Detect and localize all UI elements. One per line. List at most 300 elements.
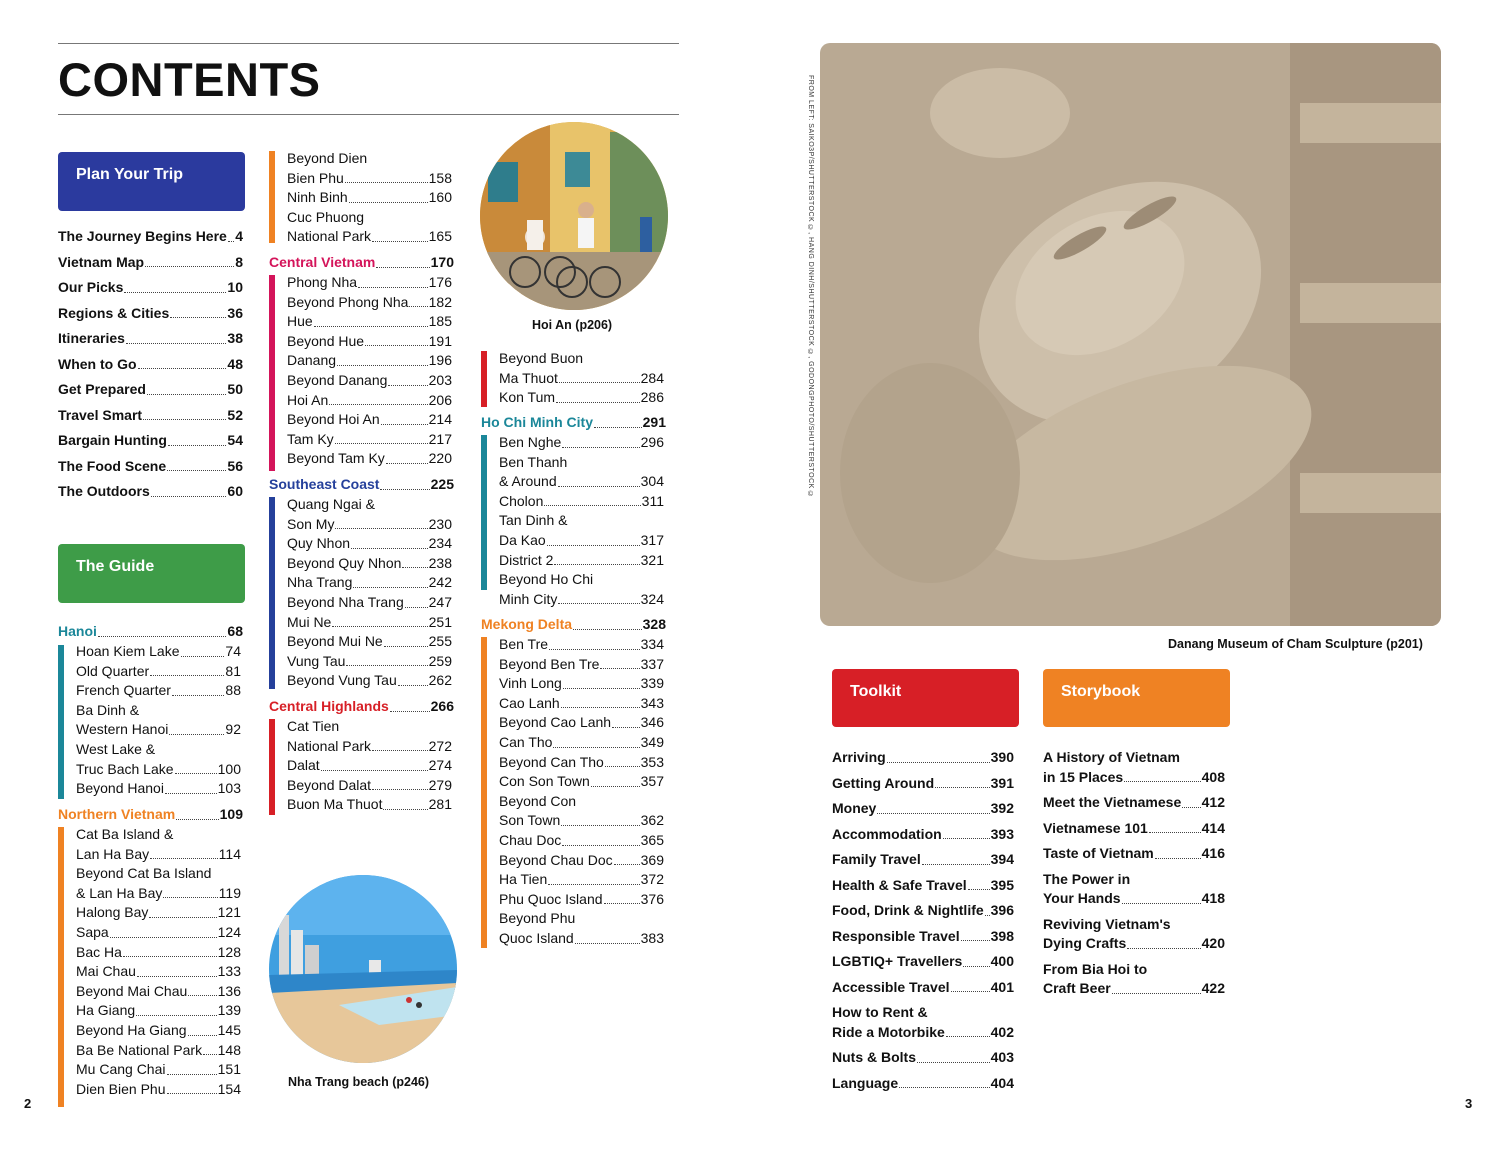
toc-entry-page: 74 (225, 643, 241, 659)
dot-leader (124, 292, 226, 293)
toc-entry[interactable] (499, 753, 664, 773)
toc-entry[interactable] (287, 449, 452, 469)
toc-entry-page: 416 (1201, 845, 1225, 862)
toc-entry[interactable] (499, 492, 664, 512)
dot-leader (575, 943, 640, 944)
toc-entry-page: 369 (640, 851, 664, 868)
toc-entry-title: Beyond Chau Doc (499, 851, 613, 868)
toc-entry[interactable] (287, 515, 452, 535)
toc-entry[interactable] (76, 903, 241, 923)
toc-entry[interactable] (287, 273, 452, 293)
region-heading-hanoi[interactable] (58, 622, 243, 642)
toc-entry[interactable] (76, 662, 241, 682)
dot-leader (329, 404, 427, 405)
toc-entry[interactable] (76, 1021, 241, 1041)
dot-leader (372, 241, 428, 242)
toc-entry[interactable]: Beyond Cat Ba Island (76, 865, 212, 882)
toc-entry[interactable] (58, 406, 243, 426)
toc-entry[interactable] (832, 927, 1014, 947)
toc-entry-page: 401 (990, 978, 1014, 995)
toc-entry[interactable] (499, 369, 664, 389)
toc-entry-title: Beyond Vung Tau (287, 672, 397, 689)
toc-entry-title: French Quarter (76, 682, 171, 699)
toc-entry-page: 247 (428, 594, 452, 610)
toc-entry-page: 56 (227, 457, 243, 474)
toc-entry[interactable] (287, 293, 452, 313)
dot-leader (1124, 781, 1200, 782)
toc-entry[interactable] (287, 312, 452, 332)
toc-entry-title: The Journey Begins Here (58, 228, 227, 244)
dot-leader (381, 424, 428, 425)
toc-entry-title: Mekong Delta (481, 616, 573, 632)
toc-entry[interactable] (832, 799, 1014, 819)
dot-leader (946, 1036, 990, 1037)
toc-entry-page: 398 (990, 927, 1014, 944)
toc-entry[interactable]: Cat Tien (287, 718, 340, 734)
toc-entry[interactable]: Ba Dinh & (76, 701, 140, 718)
toc-entry[interactable] (499, 433, 664, 453)
toc-entry-page: 225 (430, 476, 454, 492)
toc-entry-page: 60 (227, 483, 243, 499)
dot-leader (1122, 903, 1201, 904)
dot-leader (887, 762, 990, 763)
toc-entry[interactable] (832, 1023, 1014, 1043)
toc-entry-page: 372 (640, 871, 664, 888)
toc-entry-page: 376 (640, 890, 664, 907)
toc-entry-page: 52 (227, 406, 243, 423)
right-page-number: 3 (1465, 1096, 1473, 1111)
toc-entry-page: 121 (217, 904, 241, 921)
toc-entry[interactable] (499, 831, 664, 851)
toc-entry[interactable] (499, 551, 664, 571)
region-heading-highlands[interactable] (269, 697, 454, 717)
region-heading-central[interactable] (269, 253, 454, 273)
toc-entry[interactable] (76, 923, 241, 943)
toc-entry[interactable] (499, 713, 664, 733)
toc-entry-page: 36 (227, 304, 243, 321)
toc-entry[interactable] (1043, 793, 1225, 813)
toc-entry[interactable] (58, 227, 243, 247)
toc-entry[interactable]: Beyond Phu (499, 910, 576, 927)
toc-entry-page: 402 (990, 1023, 1014, 1040)
toc-entry[interactable]: Beyond Buon (499, 350, 584, 366)
toc-entry-title: Minh City (499, 590, 558, 607)
toc-entry-page: 191 (428, 332, 452, 349)
toc-entry[interactable] (76, 845, 241, 865)
toc-entry[interactable] (58, 304, 243, 324)
toc-entry[interactable] (76, 943, 241, 963)
toc-entry[interactable] (832, 850, 1014, 870)
toc-entry-title: Beyond Danang (287, 372, 388, 388)
section-plan-your-trip[interactable]: Plan Your Trip (58, 152, 245, 211)
toc-entry-page: 38 (227, 330, 243, 346)
toc-entry-page: 124 (217, 924, 241, 940)
toc-entry-title: Ma Thuot (499, 369, 558, 386)
toc-entry-title: Nuts & Bolts (832, 1049, 916, 1066)
region-heading-hcmc[interactable] (481, 413, 666, 433)
toc-entry-title: Central Highlands (269, 698, 389, 714)
southeast-bar (269, 497, 275, 689)
toc-entry[interactable] (832, 825, 1014, 845)
toc-entry-title: Get Prepared (58, 381, 146, 397)
toc-entry[interactable] (287, 671, 452, 691)
dot-leader (1155, 858, 1201, 859)
danang-caption: Danang Museum of Cham Sculpture (p201) (1168, 637, 1423, 651)
toc-entry[interactable]: Reviving Vietnam's (1043, 915, 1171, 932)
dot-leader (402, 567, 427, 568)
toc-entry-title: Son My (287, 515, 335, 532)
toc-entry-title: Food, Drink & Nightlife (832, 902, 984, 918)
highlands-bar (269, 719, 275, 815)
toc-entry-title: Beyond Hue (287, 332, 365, 349)
section-toolkit[interactable]: Toolkit (832, 669, 1019, 727)
toc-entry-page: 339 (640, 675, 664, 692)
dot-leader (600, 668, 639, 669)
hoi-an-photo (480, 122, 668, 310)
dot-leader (604, 903, 640, 904)
dot-leader (168, 445, 227, 446)
region-heading-northern[interactable] (58, 805, 243, 825)
toc-entry-page: 230 (428, 515, 452, 532)
toc-entry[interactable] (287, 554, 452, 574)
toc-entry[interactable] (287, 391, 452, 411)
toc-entry[interactable] (287, 534, 452, 554)
toc-entry-page: 128 (217, 943, 241, 960)
toc-entry[interactable] (499, 851, 664, 871)
dot-leader (349, 202, 428, 203)
top-rule (58, 43, 679, 44)
toc-entry[interactable] (1043, 844, 1225, 864)
toc-entry-title: & Lan Ha Bay (76, 884, 163, 901)
toc-entry-title: Vung Tau (287, 652, 346, 669)
toc-entry[interactable] (76, 642, 241, 662)
dot-leader (405, 607, 428, 608)
toc-entry[interactable] (499, 890, 664, 910)
toc-entry[interactable] (832, 748, 1014, 768)
toc-entry[interactable]: A History of Vietnam (1043, 749, 1180, 765)
dot-leader (943, 838, 990, 839)
toc-entry[interactable] (499, 811, 664, 831)
toc-entry[interactable] (499, 733, 664, 753)
dot-leader (351, 548, 428, 549)
dot-leader (123, 956, 217, 957)
toc-entry[interactable] (76, 779, 241, 799)
northern-cont-bar (269, 151, 275, 243)
dot-leader (145, 266, 234, 267)
toc-entry-page: 68 (227, 623, 243, 639)
dot-leader (1112, 993, 1201, 994)
toc-entry[interactable]: Ben Thanh (499, 453, 568, 470)
toc-entry[interactable] (76, 1060, 241, 1080)
toc-entry-title: & Around (499, 473, 557, 490)
toc-entry-page: 281 (428, 796, 452, 813)
toc-entry[interactable] (76, 982, 241, 1002)
toc-entry-page: 158 (428, 169, 452, 186)
dot-leader (558, 486, 640, 487)
toc-entry-title: Beyond Hanoi (76, 780, 164, 797)
dot-leader (877, 813, 989, 814)
toc-entry[interactable] (499, 674, 664, 694)
toc-entry[interactable] (499, 870, 664, 890)
dot-leader (110, 937, 217, 938)
highlands-cont-bar (481, 351, 487, 407)
toc-entry-page: 103 (217, 780, 241, 797)
toc-entry-title: Beyond Mui Ne (287, 633, 383, 650)
toc-entry[interactable] (287, 227, 452, 247)
toc-entry-page: 284 (640, 369, 664, 386)
toc-entry[interactable] (1043, 889, 1225, 909)
toc-entry[interactable] (499, 655, 664, 675)
toc-entry-title: Beyond Ben Tre (499, 655, 600, 672)
dot-leader (1127, 948, 1200, 949)
toc-entry-page: 48 (227, 355, 243, 372)
toc-entry-title: Vietnam Map (58, 253, 145, 270)
dot-leader (544, 505, 640, 506)
toc-entry-page: 279 (428, 776, 452, 793)
toc-entry[interactable] (287, 430, 452, 450)
toc-entry-title: Halong Bay (76, 904, 149, 921)
toc-entry-title: Hue (287, 313, 313, 330)
toc-entry[interactable] (499, 635, 664, 655)
toc-entry-title: Northern Vietnam (58, 806, 176, 822)
toc-entry-page: 185 (428, 313, 452, 330)
toc-entry[interactable]: The Power in (1043, 870, 1131, 887)
nha-trang-photo (269, 875, 457, 1063)
dot-leader (899, 1087, 990, 1088)
toc-entry[interactable] (832, 901, 1014, 921)
dot-leader (549, 649, 640, 650)
toc-entry-title: Bien Phu (287, 169, 344, 186)
toc-entry-page: 154 (217, 1080, 241, 1097)
toc-entry-title: Craft Beer (1043, 980, 1111, 997)
toc-entry[interactable] (76, 884, 241, 904)
toc-entry-page: 311 (641, 492, 664, 509)
toc-entry[interactable] (1043, 768, 1225, 788)
toc-entry-page: 404 (990, 1074, 1014, 1091)
dot-leader (163, 897, 217, 898)
toc-entry[interactable] (76, 1041, 241, 1061)
toc-entry[interactable] (287, 188, 452, 208)
toc-entry[interactable] (1043, 934, 1225, 954)
toc-entry[interactable] (499, 388, 664, 408)
toc-entry[interactable] (499, 531, 664, 551)
toc-entry[interactable] (499, 694, 664, 714)
toc-entry[interactable] (1043, 819, 1225, 839)
toc-entry[interactable] (287, 371, 452, 391)
toc-entry[interactable] (76, 760, 241, 780)
dot-leader (175, 773, 217, 774)
toc-entry[interactable]: Quang Ngai & (287, 496, 375, 512)
toc-entry-title: Tam Ky (287, 430, 334, 447)
toc-entry[interactable] (287, 613, 452, 633)
toc-entry[interactable] (1043, 979, 1225, 999)
toc-entry[interactable] (76, 681, 241, 701)
toc-entry-page: 234 (428, 535, 452, 552)
hcmc-bar (481, 435, 487, 590)
toc-entry-page: 196 (428, 352, 452, 369)
toc-entry-page: 392 (990, 800, 1014, 816)
toc-entry[interactable] (287, 169, 452, 189)
toc-entry[interactable] (76, 720, 241, 740)
toc-entry-title: Travel Smart (58, 406, 143, 423)
toc-entry-title: Phong Nha (287, 274, 358, 290)
toc-entry-page: 133 (217, 963, 241, 980)
toc-entry[interactable] (58, 457, 243, 477)
toc-entry-title: Sapa (76, 924, 109, 940)
dot-leader (548, 884, 639, 885)
dot-leader (167, 470, 226, 471)
region-heading-southeast[interactable] (269, 475, 454, 495)
dot-leader (170, 317, 226, 318)
toc-entry[interactable] (287, 351, 452, 371)
toc-entry-page: 346 (640, 714, 664, 731)
toc-entry[interactable] (287, 593, 452, 613)
toc-entry[interactable] (499, 772, 664, 792)
toc-entry[interactable] (832, 774, 1014, 794)
toc-entry-title: Family Travel (832, 851, 921, 867)
toc-entry-page: 165 (428, 228, 452, 245)
toc-entry-page: 408 (1201, 768, 1225, 785)
toc-entry[interactable] (58, 380, 243, 400)
dot-leader (605, 766, 640, 767)
dot-leader (149, 917, 216, 918)
dot-leader (335, 528, 427, 529)
toc-entry[interactable] (76, 1001, 241, 1021)
toc-entry[interactable]: How to Rent & (832, 1004, 928, 1020)
central-bar (269, 275, 275, 471)
toc-entry-title: Hoi An (287, 391, 329, 408)
toc-entry[interactable] (58, 329, 243, 349)
toc-entry[interactable] (499, 472, 664, 492)
toc-entry-page: 203 (428, 372, 452, 388)
toc-entry-page: 403 (990, 1049, 1014, 1066)
toc-entry[interactable]: Beyond Con (499, 792, 577, 809)
toc-entry[interactable] (76, 1080, 241, 1100)
toc-entry[interactable] (287, 332, 452, 352)
toc-entry-title: Language (832, 1074, 899, 1091)
dot-leader (951, 991, 990, 992)
toc-entry-title: Truc Bach Lake (76, 760, 174, 777)
dot-leader (386, 463, 428, 464)
toc-entry-title: Dien Bien Phu (76, 1080, 166, 1097)
toc-entry-page: 170 (430, 254, 454, 270)
toc-entry-page: 8 (235, 253, 243, 270)
dot-leader (985, 915, 990, 916)
toc-entry[interactable] (58, 253, 243, 273)
dot-leader (167, 1074, 217, 1075)
toc-entry-page: 272 (428, 737, 452, 754)
toc-entry-page: 220 (428, 450, 452, 467)
toc-entry-page: 343 (640, 694, 664, 711)
toc-entry[interactable] (499, 929, 664, 949)
section-the-guide[interactable]: The Guide (58, 544, 245, 603)
toc-entry-page: 357 (640, 773, 664, 790)
toc-entry[interactable] (287, 652, 452, 672)
toc-entry-title: Ben Nghe (499, 434, 562, 450)
toc-entry-page: 251 (428, 613, 452, 630)
toc-entry-title: Beyond Mai Chau (76, 982, 188, 999)
toc-entry[interactable] (287, 410, 452, 430)
toc-entry[interactable] (287, 795, 452, 815)
dot-leader (594, 427, 642, 428)
toc-entry-title: Bargain Hunting (58, 432, 167, 448)
toc-entry-title: Getting Around (832, 774, 935, 791)
toc-entry-page: 54 (227, 432, 243, 448)
toc-entry-page: 394 (990, 851, 1014, 867)
toc-entry-title: Arriving (832, 749, 886, 765)
toc-entry[interactable] (287, 756, 452, 776)
toc-entry[interactable]: Cat Ba Island & (76, 826, 174, 842)
dot-leader (188, 995, 216, 996)
toc-entry-page: 400 (990, 953, 1014, 969)
toc-entry[interactable]: Beyond Ho Chi (499, 571, 594, 588)
toc-entry[interactable] (58, 278, 243, 298)
dot-leader (380, 489, 429, 490)
mekong-bar (481, 637, 487, 948)
toc-entry-title: Our Picks (58, 279, 124, 295)
toc-entry-page: 214 (428, 411, 452, 428)
toc-entry-title: Mui Ne (287, 613, 332, 630)
toc-entry[interactable] (832, 876, 1014, 896)
toc-entry[interactable] (287, 737, 452, 757)
toc-entry[interactable]: Beyond Dien (287, 150, 368, 166)
toc-entry[interactable] (287, 573, 452, 593)
region-heading-mekong[interactable] (481, 615, 666, 635)
toc-entry[interactable]: West Lake & (76, 741, 156, 757)
toc-entry[interactable] (832, 1048, 1014, 1068)
dot-leader (591, 786, 640, 787)
toc-entry-page: 365 (640, 832, 664, 848)
toc-entry-page: 259 (428, 652, 452, 669)
toc-entry-title: Beyond Quy Nhon (287, 554, 402, 571)
toc-entry-title: Son Town (499, 812, 561, 829)
dot-leader (169, 734, 224, 735)
toc-entry[interactable]: Tan Dinh & (499, 512, 568, 529)
toc-entry[interactable] (58, 355, 243, 375)
title-rule (58, 114, 679, 115)
toc-entry-page: 176 (428, 274, 452, 290)
dot-leader (165, 793, 217, 794)
toc-entry[interactable] (58, 482, 243, 502)
toc-entry-title: District 2 (499, 551, 554, 568)
dot-leader (203, 1054, 217, 1055)
dot-leader (614, 864, 640, 865)
toc-entry[interactable] (76, 962, 241, 982)
toc-entry[interactable]: From Bia Hoi to (1043, 960, 1148, 977)
toc-entry[interactable] (287, 776, 452, 796)
toc-entry-page: 353 (640, 753, 664, 770)
toc-entry-page: 412 (1201, 794, 1225, 811)
toc-entry[interactable] (58, 431, 243, 451)
section-storybook[interactable]: Storybook (1043, 669, 1230, 727)
toc-entry[interactable] (499, 590, 664, 610)
toc-entry-page: 151 (217, 1061, 241, 1078)
dot-leader (562, 447, 639, 448)
toc-entry[interactable] (832, 1074, 1014, 1094)
toc-entry[interactable]: Cuc Phuong (287, 208, 365, 225)
dot-leader (935, 787, 990, 788)
toc-entry-page: 274 (428, 757, 452, 774)
toc-entry-title: Your Hands (1043, 890, 1121, 907)
toc-entry[interactable] (287, 632, 452, 652)
toc-entry-title: Responsible Travel (832, 927, 960, 944)
toc-entry[interactable] (832, 978, 1014, 998)
hanoi-bar (58, 645, 64, 799)
dot-leader (345, 182, 428, 183)
toc-entry-page: 238 (428, 554, 452, 571)
hoi-an-caption: Hoi An (p206) (532, 318, 613, 332)
toc-entry[interactable] (832, 952, 1014, 972)
